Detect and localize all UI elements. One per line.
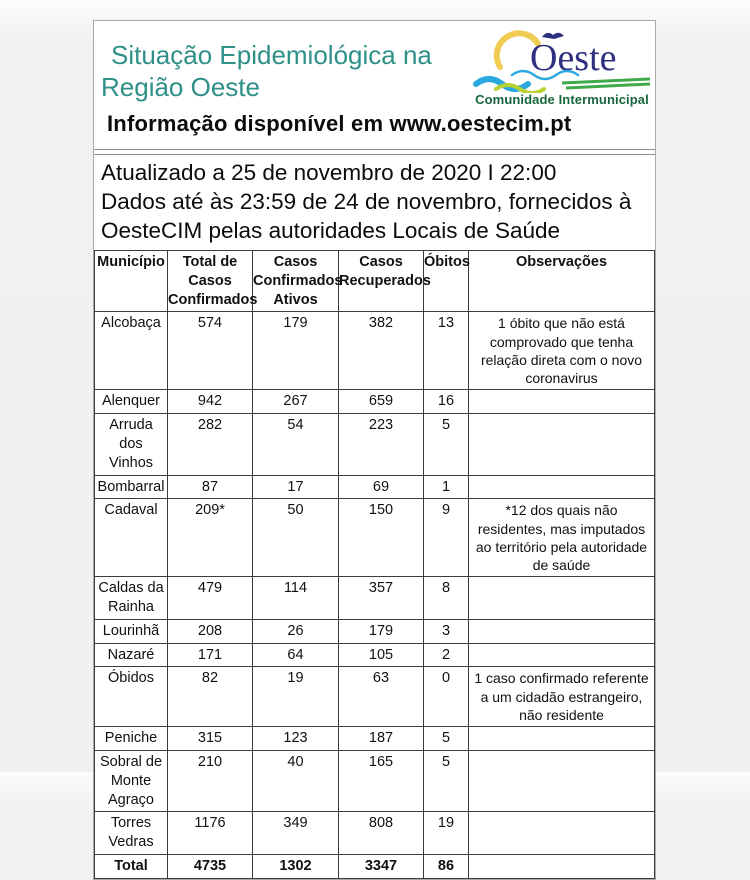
cell-3-recuperados: 69	[339, 475, 424, 499]
col-header-recuperados: Casos Recuperados	[339, 250, 424, 312]
cell-0-ativos: 179	[253, 312, 339, 390]
table-header-row	[95, 250, 655, 312]
cell-8-municipio: Óbidos	[95, 667, 168, 727]
cell-8-observacoes: 1 caso confirmado referente a um cidadão estrangeiro, não residente	[469, 667, 655, 727]
cell-1-observacoes	[469, 390, 655, 414]
page-title-line2: Região Oeste	[101, 72, 260, 103]
cell-7-ativos: 64	[253, 643, 339, 667]
cell-5-total-confirmados: 479	[168, 577, 253, 620]
cell-9-recuperados: 187	[339, 727, 424, 751]
cell-1-total-confirmados: 942	[168, 390, 253, 414]
green-line-2-icon	[566, 84, 650, 88]
table-row	[95, 577, 655, 620]
col-header-total-confirmados: Total de Casos Confirmados	[168, 250, 253, 312]
cell-5-municipio: Caldas da Rainha	[95, 577, 168, 620]
cell-0-total-confirmados: 574	[168, 312, 253, 390]
table-row	[95, 643, 655, 667]
col-header-ativos: Casos Confirmados Ativos	[253, 250, 339, 312]
report-card	[93, 20, 656, 880]
cell-8-obitos: 0	[424, 667, 469, 727]
cell-8-recuperados: 63	[339, 667, 424, 727]
col-header-municipio: Município	[95, 250, 168, 312]
table-row	[95, 619, 655, 643]
cell-7-municipio: Nazaré	[95, 643, 168, 667]
cell-12-obitos: 86	[424, 855, 469, 879]
col-header-observacoes: Observações	[469, 250, 655, 312]
cell-4-ativos: 50	[253, 499, 339, 577]
cell-6-observacoes	[469, 619, 655, 643]
cell-10-total-confirmados: 210	[168, 750, 253, 812]
cell-0-obitos: 13	[424, 312, 469, 390]
cell-1-ativos: 267	[253, 390, 339, 414]
table-row	[95, 413, 655, 475]
info-line: Informação disponível em www.oestecim.pt	[107, 111, 572, 137]
cell-9-obitos: 5	[424, 727, 469, 751]
cell-3-total-confirmados: 87	[168, 475, 253, 499]
cell-5-observacoes	[469, 577, 655, 620]
cell-7-observacoes	[469, 643, 655, 667]
cell-11-total-confirmados: 1176	[168, 812, 253, 855]
table-row	[95, 667, 655, 727]
cell-12-municipio: Total	[95, 855, 168, 879]
cell-11-recuperados: 808	[339, 812, 424, 855]
cell-1-recuperados: 659	[339, 390, 424, 414]
cell-11-ativos: 349	[253, 812, 339, 855]
cell-7-recuperados: 105	[339, 643, 424, 667]
cell-6-recuperados: 179	[339, 619, 424, 643]
oeste-logo-graphic	[472, 29, 652, 93]
cell-2-recuperados: 223	[339, 413, 424, 475]
update-box	[94, 154, 655, 249]
cell-12-total-confirmados: 4735	[168, 855, 253, 879]
cell-2-ativos: 54	[253, 413, 339, 475]
cell-4-obitos: 9	[424, 499, 469, 577]
cell-10-obitos: 5	[424, 750, 469, 812]
cell-2-observacoes	[469, 413, 655, 475]
cell-10-observacoes	[469, 750, 655, 812]
cell-3-obitos: 1	[424, 475, 469, 499]
cell-9-ativos: 123	[253, 727, 339, 751]
cell-7-total-confirmados: 171	[168, 643, 253, 667]
covid-table	[94, 250, 655, 879]
update-line2: Dados até às 23:59 de 24 de novembro, fornecidos à	[101, 189, 632, 215]
table-row	[95, 475, 655, 499]
cell-11-observacoes	[469, 812, 655, 855]
cell-5-recuperados: 357	[339, 577, 424, 620]
green-line-1-icon	[562, 79, 650, 83]
cell-9-observacoes	[469, 727, 655, 751]
cell-9-total-confirmados: 315	[168, 727, 253, 751]
cell-2-total-confirmados: 282	[168, 413, 253, 475]
cell-5-obitos: 8	[424, 577, 469, 620]
update-line3: OesteCIM pelas autoridades Locais de Saúde	[101, 218, 561, 244]
cell-3-municipio: Bombarral	[95, 475, 168, 499]
table-row	[95, 499, 655, 577]
cell-3-ativos: 17	[253, 475, 339, 499]
cell-10-municipio: Sobral de Monte Agraço	[95, 750, 168, 812]
report-header	[94, 21, 655, 150]
table-row	[95, 750, 655, 812]
cell-8-total-confirmados: 82	[168, 667, 253, 727]
table-row	[95, 727, 655, 751]
cell-11-obitos: 19	[424, 812, 469, 855]
cell-6-ativos: 26	[253, 619, 339, 643]
table-row	[95, 812, 655, 855]
table-row	[95, 312, 655, 390]
oestecim-logo	[472, 29, 652, 107]
cell-2-municipio: Arruda dos Vinhos	[95, 413, 168, 475]
cell-1-obitos: 16	[424, 390, 469, 414]
cell-12-ativos: 1302	[253, 855, 339, 879]
cell-1-municipio: Alenquer	[95, 390, 168, 414]
cell-10-ativos: 40	[253, 750, 339, 812]
cell-4-recuperados: 150	[339, 499, 424, 577]
cell-8-ativos: 19	[253, 667, 339, 727]
cell-3-observacoes	[469, 475, 655, 499]
logo-wordmark: Oeste	[530, 37, 617, 79]
cell-0-municipio: Alcobaça	[95, 312, 168, 390]
update-line1: Atualizado a 25 de novembro de 2020 I 22:00	[101, 160, 557, 186]
table-row	[95, 390, 655, 414]
cell-7-obitos: 2	[424, 643, 469, 667]
cell-9-municipio: Peniche	[95, 727, 168, 751]
page-title-line1: Situação Epidemiológica na	[111, 40, 432, 70]
cell-12-observacoes	[469, 855, 655, 879]
cell-4-total-confirmados: 209*	[168, 499, 253, 577]
table-row-total	[95, 855, 655, 879]
col-header-obitos: Óbitos	[424, 250, 469, 312]
cell-11-municipio: Torres Vedras	[95, 812, 168, 855]
cell-0-observacoes: 1 óbito que não está comprovado que tenha relação direta com o novo coronavirus	[469, 312, 655, 390]
cell-0-recuperados: 382	[339, 312, 424, 390]
cell-4-observacoes: *12 dos quais não residentes, mas imputados ao território pela autoridade de saúde	[469, 499, 655, 577]
cell-12-recuperados: 3347	[339, 855, 424, 879]
cell-2-obitos: 5	[424, 413, 469, 475]
cell-6-obitos: 3	[424, 619, 469, 643]
cell-10-recuperados: 165	[339, 750, 424, 812]
cell-6-municipio: Lourinhã	[95, 619, 168, 643]
logo-subtitle: Comunidade Intermunicipal	[475, 92, 649, 107]
cell-4-municipio: Cadaval	[95, 499, 168, 577]
cell-6-total-confirmados: 208	[168, 619, 253, 643]
cell-5-ativos: 114	[253, 577, 339, 620]
